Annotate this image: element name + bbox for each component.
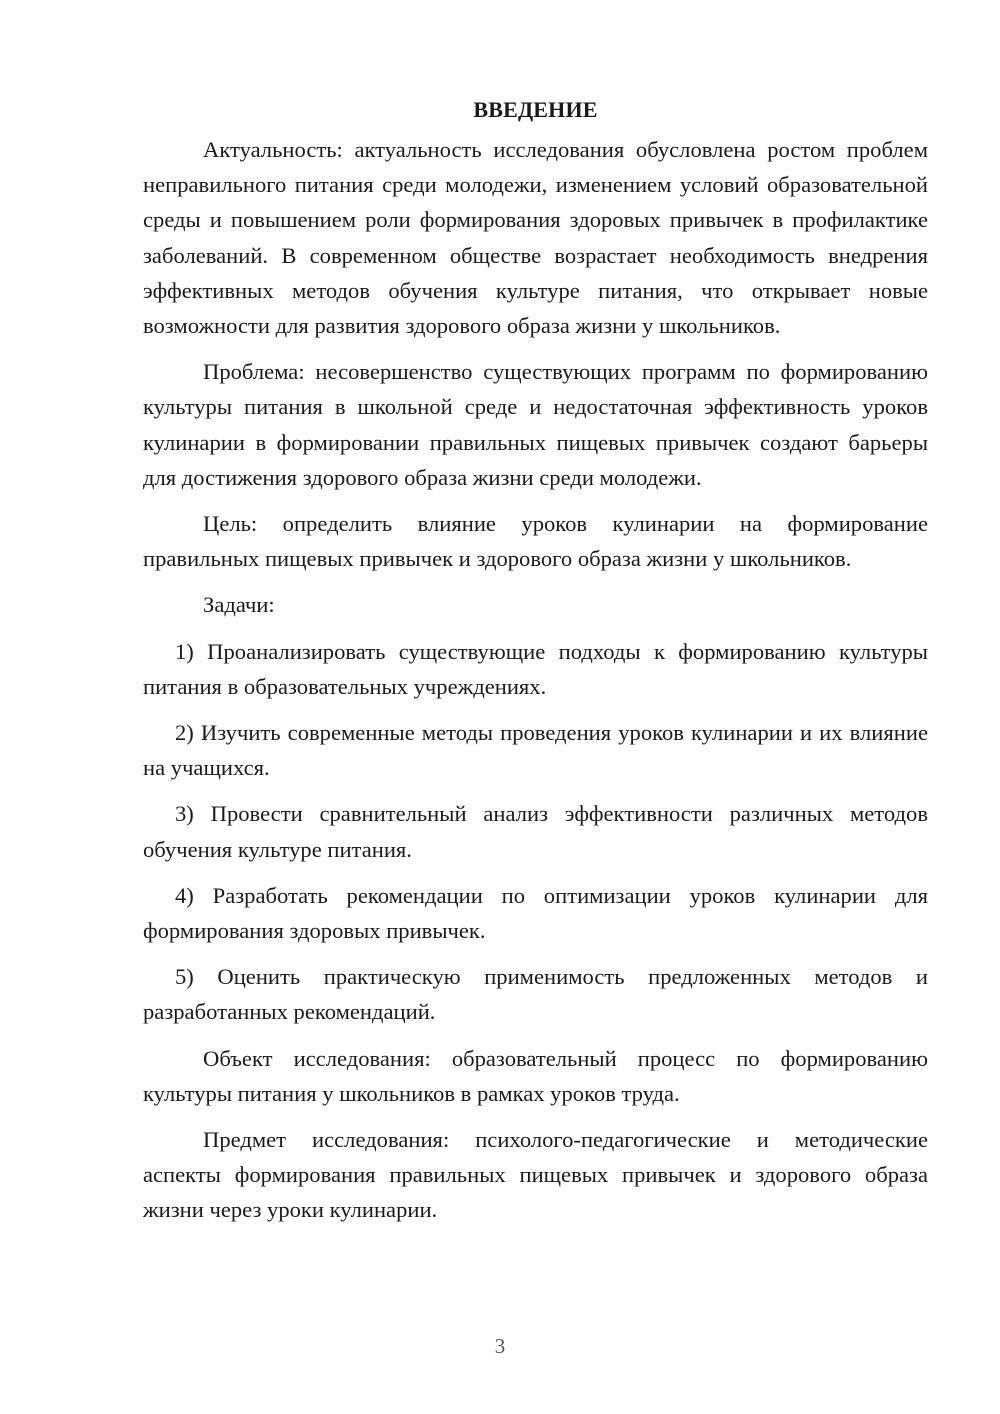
- paragraph-object: Объект исследования: образовательный процесс по формированию культуры питания у школьников в рамках уроков труда.: [143, 1045, 928, 1106]
- paragraph-goal: Цель: определить влияние уроков кулинарии на формирование правильных пищевых привычек и здорового образа жизни у школьников.: [143, 511, 928, 572]
- task-item-1: 1) Проанализировать существующие подходы к формированию культуры питания в образовательных учреждениях.: [143, 638, 928, 699]
- paragraph-problem: Проблема: несовершенство существующих программ по формированию культуры питания в школьной среде и недостаточная эффективность уроков кулинарии в формировании правильных пищевых привычек создают барьеры для достижения здорового образа жизни среди молодежи.: [143, 359, 928, 490]
- paragraph-subject: Предмет исследования: психолого-педагогические и методические аспекты формирования правильных пищевых привычек и здорового образа жизни через уроки кулинарии.: [143, 1127, 928, 1223]
- paragraph-relevance: Актуальность: актуальность исследования обусловлена ростом проблем неправильного питания среди молодежи, изменением условий образовательной среды и повышением роли формирования здоровых привычек в профилактике заболеваний. В современном обществе возрастает необходимость внедрения эффективных методов обучения культуре питания, что открывает новые возможности для развития здорового образа жизни у школьников.: [143, 137, 928, 339]
- task-item-4: 4) Разработать рекомендации по оптимизации уроков кулинарии для формирования здоровых привычек.: [143, 882, 928, 944]
- task-item-2: 2) Изучить современные методы проведения уроков кулинарии и их влияние на учащихся.: [143, 720, 928, 781]
- page-number: 3: [494, 1334, 506, 1358]
- page-title: ВВЕДЕНИЕ: [473, 97, 598, 122]
- task-item-5: 5) Оценить практическую применимость предложенных методов и разработанных рекомендаций.: [143, 964, 928, 1025]
- document-page: [143, 92, 928, 1239]
- task-item-3: 3) Провести сравнительный анализ эффективности различных методов обучения культуре питания.: [143, 801, 928, 862]
- tasks-heading: Задачи:: [203, 592, 275, 618]
